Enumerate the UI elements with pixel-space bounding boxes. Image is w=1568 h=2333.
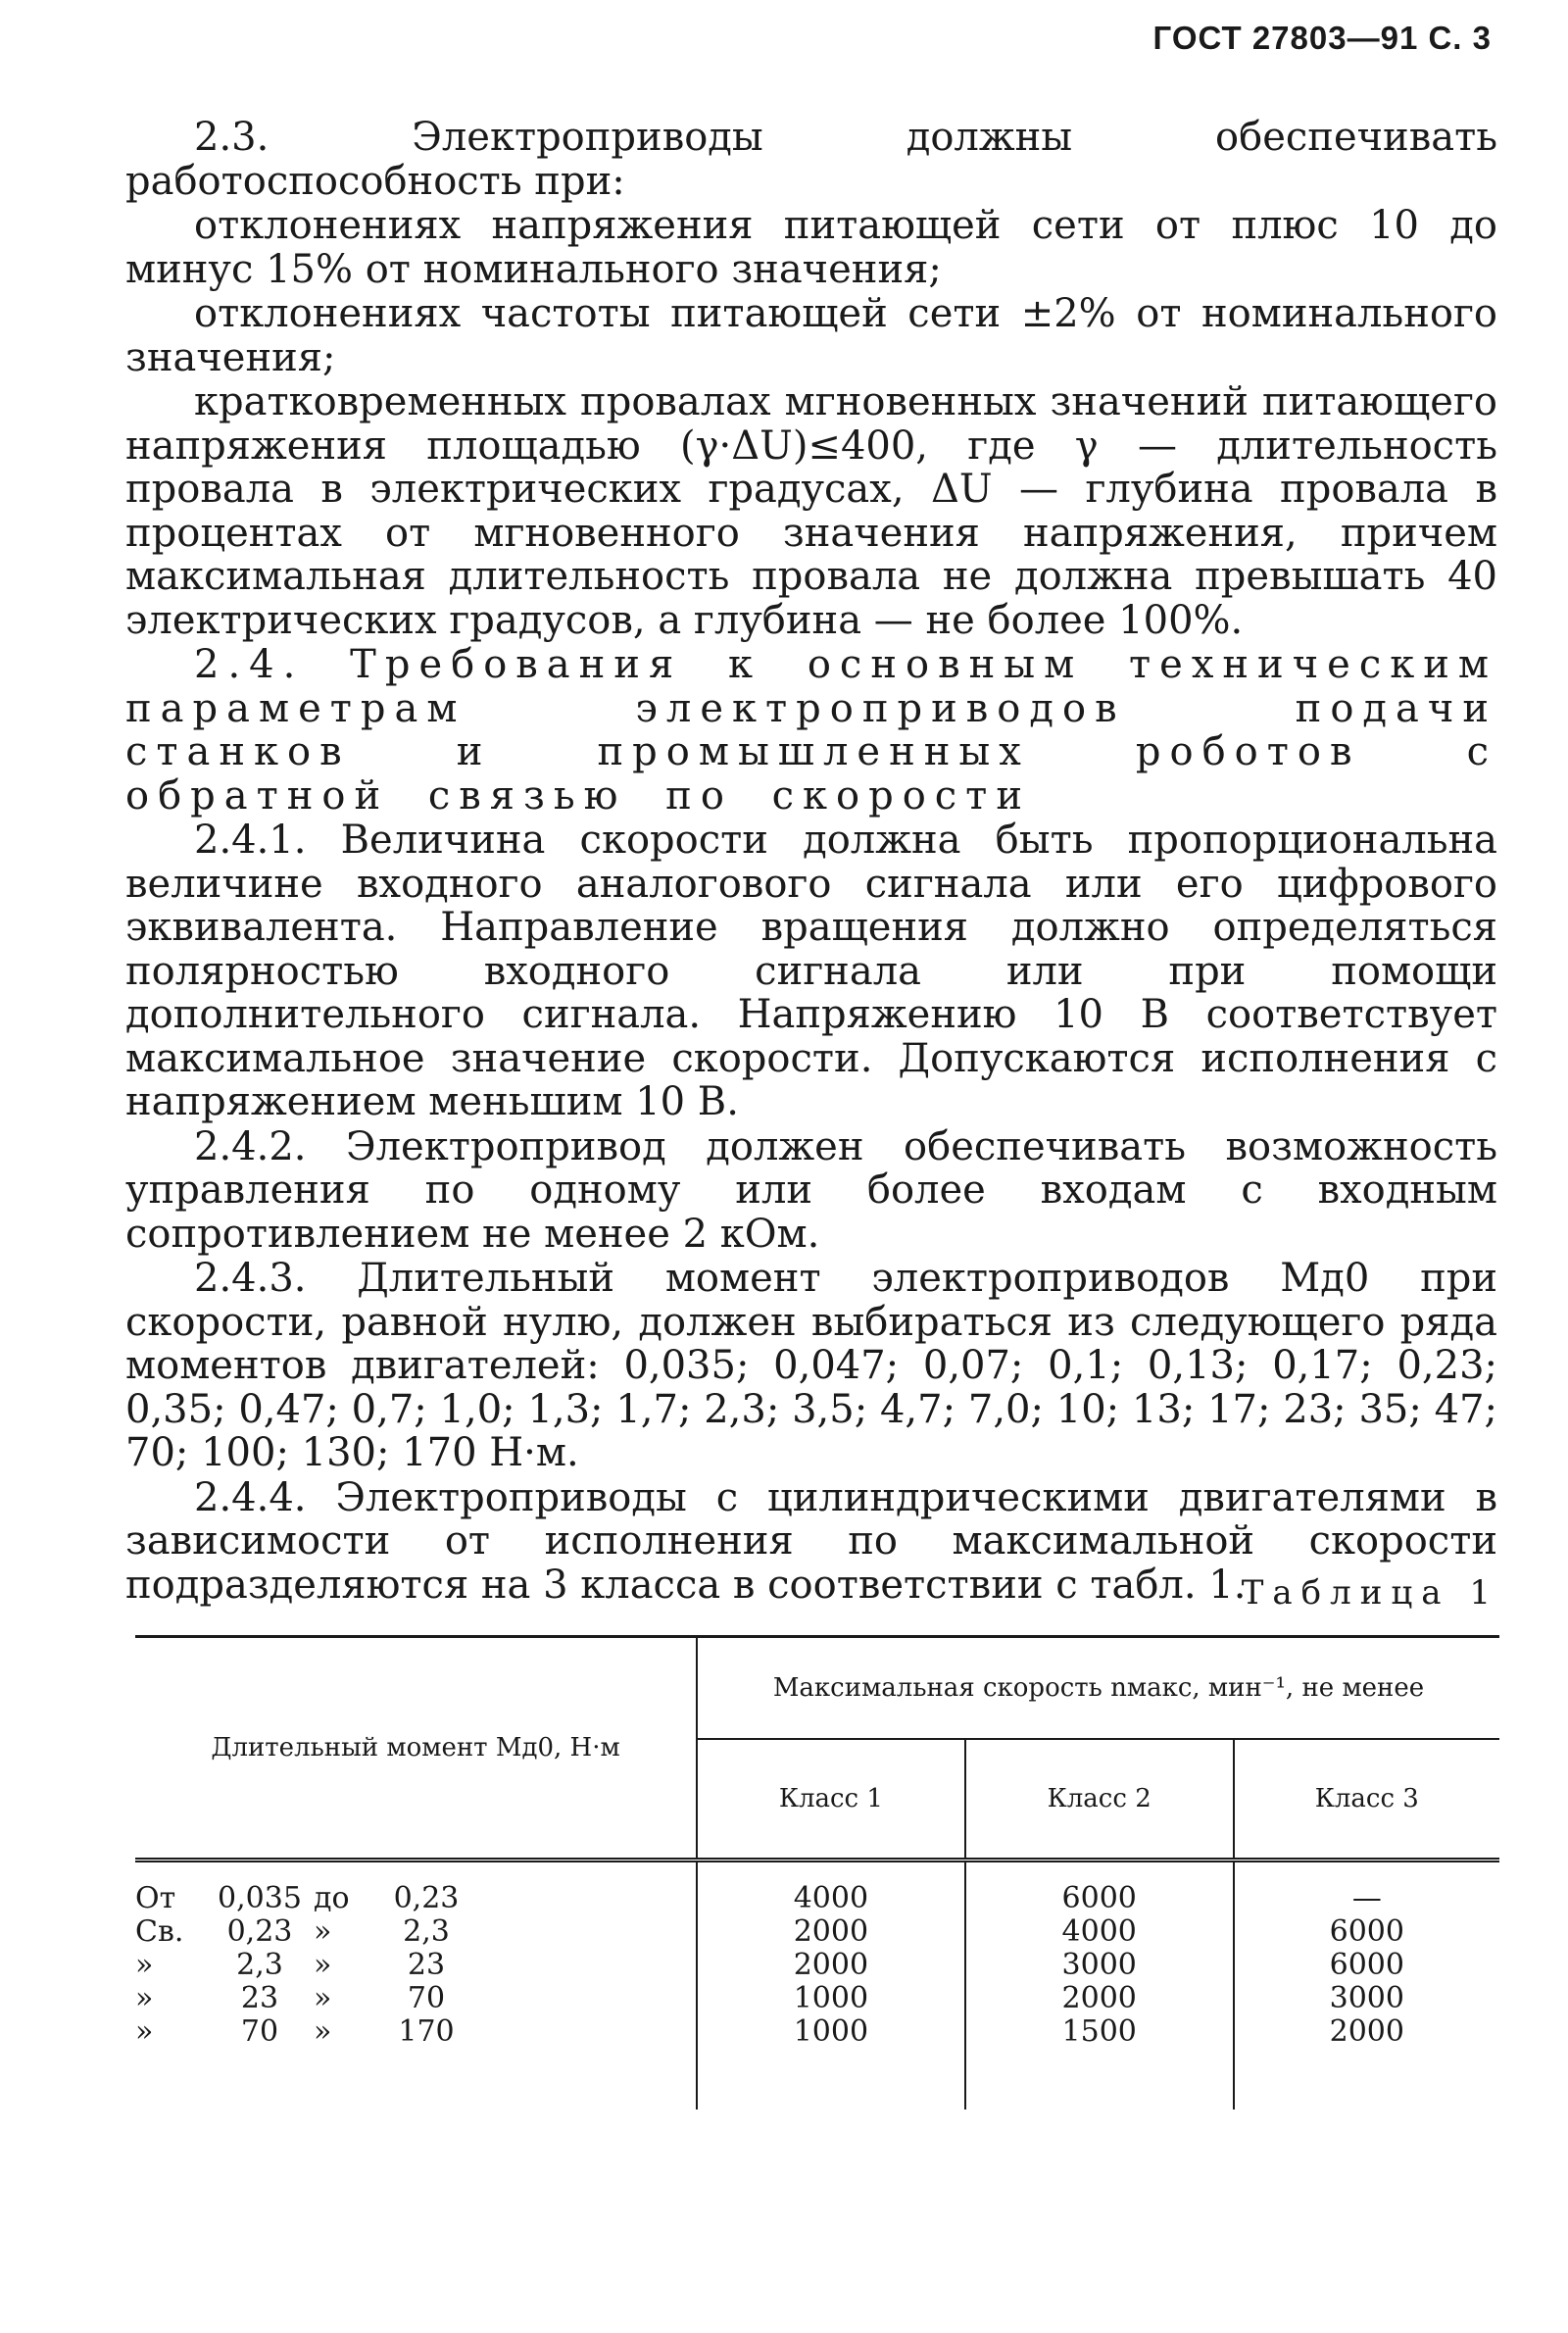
range-from: 70	[240, 2014, 279, 2049]
paragraph-2-4-1: 2.4.1. Величина скорости должна быть пропорциональна величине входного аналогового сигнала или его цифрового эквивалента. Направление вращения должно определяться полярностью входного сигнала или при помощи дополнительного сигнала. Напряжению 10 В соответствует максимальное значение скорости. Допускаются исполнения с напряжением меньшим 10 В.	[125, 818, 1497, 1124]
paragraph-2-3: 2.3. Электроприводы должны обеспечивать работоспособность при:	[125, 115, 1497, 204]
range-to: 23	[407, 1948, 446, 1982]
col-header-moment: Длительный момент Mд0, Н·м	[211, 1733, 620, 1762]
class-2-value: 1500	[965, 2015, 1234, 2049]
range-prefix: »	[135, 2014, 154, 2049]
table-row	[135, 1949, 1499, 1982]
range-prefix: Св.	[135, 1914, 184, 1949]
class-2-value: 6000	[965, 1882, 1234, 1915]
class-1-value: 1000	[697, 2015, 965, 2049]
range-sep: »	[314, 1914, 332, 1949]
range-to: 70	[407, 1981, 446, 2015]
page-header: ГОСТ 27803—91 С. 3	[1152, 20, 1492, 56]
range-from: 23	[240, 1981, 279, 2015]
class-2-value: 4000	[965, 1915, 1234, 1949]
class-1-value: 4000	[697, 1882, 965, 1915]
range-from: 2,3	[236, 1948, 283, 1982]
class-3-value: —	[1234, 1882, 1499, 1915]
table-row	[135, 1882, 1499, 1915]
table-caption: Таблица 1	[1241, 1573, 1499, 1613]
section-heading-2-4: 2.4. Требования к основным техническим параметрам электроприводов подачи станков и промышленных роботов с обратной связью по скорости	[125, 642, 1497, 819]
paragraph-frequency-deviation: отклонениях частоты питающей сети ±2% от номинального значения;	[125, 291, 1497, 380]
table-row	[135, 1982, 1499, 2015]
range-prefix: От	[135, 1881, 176, 1915]
class-3-value: 6000	[1234, 1915, 1499, 1949]
class-3-value: 6000	[1234, 1949, 1499, 1982]
class-2-value: 3000	[965, 1949, 1234, 1982]
document-body	[125, 116, 1497, 1608]
range-to: 0,23	[393, 1881, 460, 1915]
paragraph-2-4-2: 2.4.2. Электропривод должен обеспечивать возможность управления по одному или более входам с входным сопротивлением не менее 2 кОм.	[125, 1123, 1497, 1257]
col-header-class-2: Класс 2	[965, 1739, 1234, 1861]
paragraph-2-4-4: 2.4.4. Электроприводы с цилиндрическими двигателями в зависимости от исполнения по максимальной скорости подразделяются на 3 класса в соответствии с табл. 1.	[125, 1474, 1497, 1608]
class-3-value: 2000	[1234, 2015, 1499, 2049]
paragraph-voltage-deviation: отклонениях напряжения питающей сети от плюс 10 до минус 15% от номинального значения;	[125, 203, 1497, 292]
col-header-class-1: Класс 1	[697, 1739, 965, 1861]
range-to: 170	[398, 2014, 455, 2049]
range-sep: »	[314, 1948, 332, 1982]
col-header-max-speed: Максимальная скорость nмакс, мин⁻¹, не менее	[697, 1637, 1499, 1740]
range-prefix: »	[135, 1981, 154, 2015]
col-header-class-3: Класс 3	[1234, 1739, 1499, 1861]
range-to: 2,3	[403, 1914, 450, 1949]
paragraph-voltage-dips: кратковременных провалах мгновенных значений питающего напряжения площадью (γ·ΔU)≤400, где γ — длительность провала в электрических градусах, ΔU — глубина провала в процентах от мгновенного значения напряжения, причем максимальная длительность провала не должна превышать 40 электрических градусов, а глубина — не более 100%.	[125, 379, 1497, 643]
range-sep: »	[314, 2014, 332, 2049]
table-row	[135, 2015, 1499, 2049]
class-2-value: 2000	[965, 1982, 1234, 2015]
table-row	[135, 1915, 1499, 1949]
range-sep: »	[314, 1981, 332, 2015]
range-from: 0,23	[226, 1914, 293, 1949]
paragraph-2-4-3: 2.4.3. Длительный момент электроприводов Mд0 при скорости, равной нулю, должен выбираться из следующего ряда моментов двигателей: 0,035; 0,047; 0,07; 0,1; 0,13; 0,17; 0,23; 0,35; 0,47; 0,7; 1,0; 1,3; 1,7; 2,3; 3,5; 4,7; 7,0; 10; 13; 17; 23; 35; 47; 70; 100; 130; 170 Н·м.	[125, 1256, 1497, 1475]
range-prefix: »	[135, 1948, 154, 1982]
range-from: 0,035	[218, 1881, 302, 1915]
range-sep: до	[314, 1881, 350, 1915]
class-1-value: 1000	[697, 1982, 965, 2015]
class-3-value: 3000	[1234, 1982, 1499, 2015]
speed-class-table	[135, 1635, 1499, 2110]
class-1-value: 2000	[697, 1915, 965, 1949]
class-1-value: 2000	[697, 1949, 965, 1982]
